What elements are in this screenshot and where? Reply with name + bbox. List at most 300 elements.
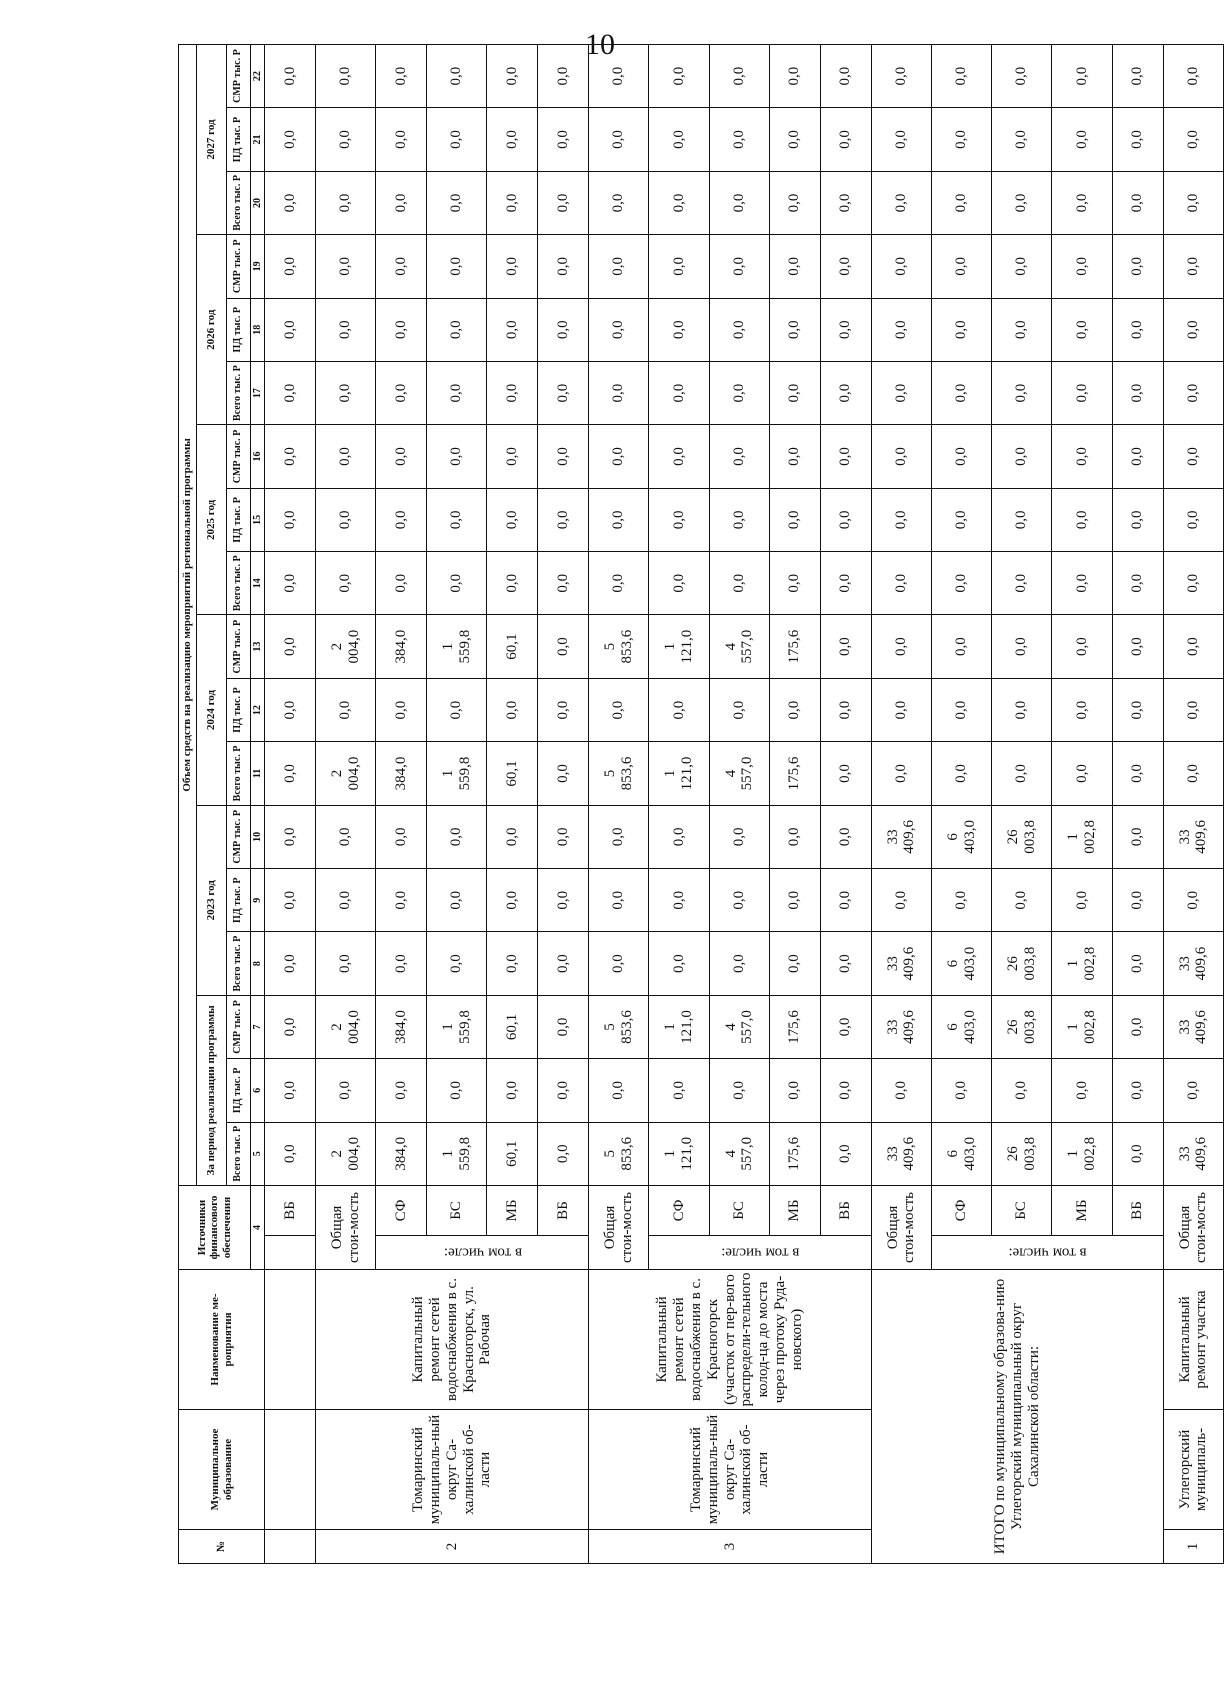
value-cell: 0,0 — [932, 425, 992, 488]
value-cell: 0,0 — [265, 1122, 316, 1185]
value-cell: 0,0 — [487, 298, 538, 361]
value-cell: 384,0 — [376, 615, 427, 678]
value-cell: 0,0 — [376, 488, 427, 551]
header-volume: Объем средств на реализацию мероприятий региональной программы — [179, 44, 197, 1185]
header-period: За период реализации программы — [197, 995, 227, 1185]
value-cell: 6 403,0 — [932, 932, 992, 995]
value-cell: 0,0 — [932, 552, 992, 615]
value-cell: 0,0 — [1112, 44, 1163, 108]
header-sub-label: Всего тыс. Р — [227, 742, 251, 805]
value-cell: 0,0 — [589, 488, 649, 551]
value-cell: 0,0 — [1163, 742, 1223, 805]
value-cell: 33 409,6 — [1163, 1122, 1223, 1185]
column-number: 16 — [251, 425, 265, 488]
value-cell: 1 559,8 — [427, 615, 487, 678]
value-cell: 1 121,0 — [649, 615, 709, 678]
value-cell: 0,0 — [1052, 615, 1112, 678]
value-cell: 0,0 — [538, 1122, 589, 1185]
value-cell: 0,0 — [487, 678, 538, 741]
value-cell: 0,0 — [871, 488, 931, 551]
rotated-table-container — [178, 44, 1224, 1564]
value-cell: 0,0 — [1163, 488, 1223, 551]
value-cell: 0,0 — [487, 108, 538, 171]
column-number: 21 — [251, 108, 265, 171]
value-cell: 0,0 — [487, 361, 538, 424]
header-year-2027: 2027 год — [197, 44, 227, 234]
value-cell: 0,0 — [265, 108, 316, 171]
header-sub-label: ПД тыс. Р — [227, 678, 251, 741]
header-sub-label: ПД тыс. Р — [227, 488, 251, 551]
budget-table — [178, 44, 1224, 1564]
value-cell: 0,0 — [1112, 678, 1163, 741]
value-cell: 0,0 — [589, 108, 649, 171]
value-cell: 0,0 — [265, 678, 316, 741]
column-number: 12 — [251, 678, 265, 741]
value-cell: 0,0 — [820, 805, 871, 868]
value-cell: 0,0 — [1112, 552, 1163, 615]
value-cell: 0,0 — [820, 742, 871, 805]
header-source: Источники финансового обеспечения — [179, 1185, 251, 1269]
value-cell: 0,0 — [538, 488, 589, 551]
value-cell: 0,0 — [820, 108, 871, 171]
value-cell: 0,0 — [649, 1059, 709, 1122]
value-cell: 0,0 — [820, 995, 871, 1058]
value-cell: 0,0 — [1112, 615, 1163, 678]
value-cell: 6 403,0 — [932, 805, 992, 868]
value-cell: 0,0 — [769, 1059, 820, 1122]
value-cell: 33 409,6 — [1163, 995, 1223, 1058]
value-cell: 0,0 — [427, 869, 487, 932]
value-cell: 0,0 — [538, 108, 589, 171]
value-cell: 0,0 — [427, 425, 487, 488]
value-cell: 0,0 — [487, 44, 538, 108]
value-cell: 0,0 — [538, 235, 589, 298]
source-cell: МБ — [487, 1185, 538, 1235]
source-cell: БС — [709, 1185, 769, 1235]
value-cell: 0,0 — [589, 805, 649, 868]
value-cell: 0,0 — [932, 171, 992, 234]
header-sub-label: СМР тыс. Р — [227, 425, 251, 488]
value-cell: 0,0 — [649, 805, 709, 868]
column-number: 14 — [251, 552, 265, 615]
header-sub-label: Всего тыс. Р — [227, 361, 251, 424]
value-cell: 0,0 — [589, 298, 649, 361]
value-cell: 0,0 — [769, 488, 820, 551]
value-cell: 0,0 — [589, 235, 649, 298]
value-cell: 0,0 — [1112, 869, 1163, 932]
value-cell: 0,0 — [1112, 995, 1163, 1058]
value-cell: 0,0 — [1112, 171, 1163, 234]
value-cell: 0,0 — [871, 425, 931, 488]
value-cell: 0,0 — [589, 932, 649, 995]
value-cell: 0,0 — [709, 361, 769, 424]
value-cell: 0,0 — [265, 488, 316, 551]
value-cell: 0,0 — [992, 1059, 1052, 1122]
value-cell: 33 409,6 — [871, 995, 931, 1058]
value-cell: 0,0 — [992, 615, 1052, 678]
column-number: 22 — [251, 44, 265, 108]
blank-cell — [265, 1270, 316, 1410]
value-cell: 0,0 — [376, 171, 427, 234]
value-cell: 0,0 — [709, 552, 769, 615]
value-cell: 0,0 — [871, 171, 931, 234]
measure-cell: Капитальный ремонт участка — [1163, 1270, 1223, 1410]
value-cell: 384,0 — [376, 995, 427, 1058]
value-cell: 1 559,8 — [427, 995, 487, 1058]
value-cell: 0,0 — [769, 235, 820, 298]
value-cell: 0,0 — [1112, 235, 1163, 298]
header-year-2023: 2023 год — [197, 805, 227, 995]
value-cell: 1 559,8 — [427, 742, 487, 805]
source-cell: БС — [992, 1185, 1052, 1235]
value-cell: 0,0 — [589, 44, 649, 108]
value-cell: 0,0 — [538, 615, 589, 678]
value-cell: 175,6 — [769, 742, 820, 805]
value-cell: 384,0 — [376, 1122, 427, 1185]
value-cell: 0,0 — [1163, 235, 1223, 298]
value-cell: 0,0 — [1163, 678, 1223, 741]
column-number: 4 — [251, 1185, 265, 1269]
value-cell: 0,0 — [1052, 108, 1112, 171]
in-that-label: в том числе: — [932, 1236, 1164, 1270]
value-cell: 33 409,6 — [871, 932, 931, 995]
value-cell: 0,0 — [820, 869, 871, 932]
value-cell: 0,0 — [709, 1059, 769, 1122]
value-cell: 0,0 — [427, 44, 487, 108]
measure-cell: Капитальный ремонт сетей водоснабжения в с. Красногорск (участок от пер-вого распредели-тельного колод-ца до моста через протоку Руда-новского) — [589, 1270, 872, 1410]
column-number: 6 — [251, 1059, 265, 1122]
value-cell: 4 557,0 — [709, 1122, 769, 1185]
header-no: № — [179, 1530, 265, 1564]
value-cell: 0,0 — [932, 488, 992, 551]
value-cell: 0,0 — [1163, 44, 1223, 108]
value-cell: 0,0 — [649, 108, 709, 171]
value-cell: 0,0 — [376, 932, 427, 995]
source-cell: БС — [427, 1185, 487, 1235]
value-cell: 0,0 — [709, 805, 769, 868]
value-cell: 0,0 — [1163, 298, 1223, 361]
value-cell: 2 004,0 — [315, 1122, 375, 1185]
value-cell: 0,0 — [376, 108, 427, 171]
header-municipality: Муниципальное образование — [179, 1410, 265, 1530]
value-cell: 0,0 — [487, 235, 538, 298]
value-cell: 0,0 — [315, 488, 375, 551]
page-number: 10 — [585, 28, 615, 61]
value-cell: 0,0 — [649, 678, 709, 741]
value-cell: 384,0 — [376, 742, 427, 805]
value-cell: 0,0 — [709, 298, 769, 361]
header-sub-label: СМР тыс. Р — [227, 44, 251, 108]
value-cell: 0,0 — [315, 678, 375, 741]
value-cell: 0,0 — [487, 425, 538, 488]
row-number: 3 — [589, 1530, 872, 1564]
source-cell: СФ — [376, 1185, 427, 1235]
value-cell: 60,1 — [487, 1122, 538, 1185]
value-cell: 0,0 — [1163, 171, 1223, 234]
value-cell: 0,0 — [1112, 742, 1163, 805]
value-cell: 0,0 — [1052, 678, 1112, 741]
value-cell: 0,0 — [769, 425, 820, 488]
value-cell: 0,0 — [376, 552, 427, 615]
municipality-cell: Томаринский муниципаль-ный округ Са-халинской об-ласти — [315, 1410, 588, 1530]
value-cell: 0,0 — [487, 552, 538, 615]
value-cell: 0,0 — [820, 44, 871, 108]
row-number: 2 — [315, 1530, 588, 1564]
header-sub-label: ПД тыс. Р — [227, 108, 251, 171]
header-sub-label: СМР тыс. Р — [227, 615, 251, 678]
value-cell: 6 403,0 — [932, 1122, 992, 1185]
value-cell: 0,0 — [265, 805, 316, 868]
value-cell: 0,0 — [376, 44, 427, 108]
value-cell: 0,0 — [1163, 108, 1223, 171]
value-cell: 0,0 — [1112, 932, 1163, 995]
value-cell: 0,0 — [649, 44, 709, 108]
value-cell: 0,0 — [427, 552, 487, 615]
value-cell: 0,0 — [589, 869, 649, 932]
value-cell: 0,0 — [1052, 869, 1112, 932]
value-cell: 26 003,8 — [992, 995, 1052, 1058]
value-cell: 0,0 — [769, 932, 820, 995]
value-cell: 0,0 — [1052, 552, 1112, 615]
value-cell: 0,0 — [1163, 552, 1223, 615]
value-cell: 0,0 — [1052, 235, 1112, 298]
value-cell: 1 121,0 — [649, 742, 709, 805]
value-cell: 0,0 — [315, 805, 375, 868]
value-cell: 0,0 — [315, 44, 375, 108]
blank-cell — [265, 1410, 316, 1530]
value-cell: 0,0 — [265, 869, 316, 932]
value-cell: 0,0 — [871, 361, 931, 424]
column-number: 17 — [251, 361, 265, 424]
value-cell: 0,0 — [871, 1059, 931, 1122]
value-cell: 0,0 — [992, 552, 1052, 615]
source-cell: ВБ — [538, 1185, 589, 1235]
header-sub-label: СМР тыс. Р — [227, 995, 251, 1058]
value-cell: 5 853,6 — [589, 742, 649, 805]
value-cell: 0,0 — [315, 1059, 375, 1122]
value-cell: 0,0 — [709, 425, 769, 488]
value-cell: 26 003,8 — [992, 1122, 1052, 1185]
value-cell: 1 002,8 — [1052, 1122, 1112, 1185]
value-cell: 0,0 — [932, 742, 992, 805]
value-cell: 0,0 — [1112, 805, 1163, 868]
value-cell: 0,0 — [932, 869, 992, 932]
value-cell: 0,0 — [709, 488, 769, 551]
value-cell: 0,0 — [315, 869, 375, 932]
value-cell: 0,0 — [992, 298, 1052, 361]
measure-cell: Капитальный ремонт сетей водоснабжения в с. Красногорск, ул. Рабочая — [315, 1270, 588, 1410]
value-cell: 0,0 — [487, 171, 538, 234]
source-cell: МБ — [769, 1185, 820, 1235]
value-cell: 0,0 — [1112, 361, 1163, 424]
value-cell: 2 004,0 — [315, 995, 375, 1058]
value-cell: 0,0 — [265, 44, 316, 108]
value-cell: 0,0 — [487, 805, 538, 868]
value-cell: 0,0 — [871, 235, 931, 298]
source-cell: МБ — [1052, 1185, 1112, 1235]
value-cell: 0,0 — [315, 298, 375, 361]
value-cell: 0,0 — [1163, 615, 1223, 678]
value-cell: 0,0 — [315, 361, 375, 424]
value-cell: 0,0 — [427, 361, 487, 424]
header-sub-label: СМР тыс. Р — [227, 805, 251, 868]
value-cell: 5 853,6 — [589, 615, 649, 678]
value-cell: 0,0 — [820, 1122, 871, 1185]
value-cell: 0,0 — [871, 615, 931, 678]
header-year-2026: 2026 год — [197, 235, 227, 425]
value-cell: 0,0 — [265, 742, 316, 805]
value-cell: 0,0 — [1052, 1059, 1112, 1122]
value-cell: 0,0 — [871, 44, 931, 108]
value-cell: 0,0 — [538, 932, 589, 995]
value-cell: 0,0 — [427, 678, 487, 741]
source-cell: СФ — [932, 1185, 992, 1235]
column-number: 19 — [251, 235, 265, 298]
value-cell: 175,6 — [769, 1122, 820, 1185]
source-cell: СФ — [649, 1185, 709, 1235]
value-cell: 0,0 — [1163, 1059, 1223, 1122]
value-cell: 0,0 — [427, 805, 487, 868]
value-cell: 0,0 — [265, 615, 316, 678]
value-cell: 0,0 — [427, 235, 487, 298]
value-cell: 0,0 — [649, 235, 709, 298]
value-cell: 0,0 — [649, 298, 709, 361]
value-cell: 0,0 — [820, 235, 871, 298]
value-cell: 0,0 — [820, 361, 871, 424]
value-cell: 0,0 — [1112, 108, 1163, 171]
value-cell: 0,0 — [769, 361, 820, 424]
source-cell: Общая стои-мость — [871, 1185, 931, 1269]
value-cell: 0,0 — [538, 995, 589, 1058]
value-cell: 1 002,8 — [1052, 805, 1112, 868]
value-cell: 0,0 — [589, 361, 649, 424]
value-cell: 33 409,6 — [1163, 932, 1223, 995]
value-cell: 33 409,6 — [871, 805, 931, 868]
value-cell: 175,6 — [769, 995, 820, 1058]
header-sub-label: ПД тыс. Р — [227, 1059, 251, 1122]
value-cell: 0,0 — [538, 678, 589, 741]
value-cell: 0,0 — [1112, 298, 1163, 361]
value-cell: 0,0 — [992, 44, 1052, 108]
value-cell: 0,0 — [769, 171, 820, 234]
value-cell: 0,0 — [709, 932, 769, 995]
value-cell: 60,1 — [487, 742, 538, 805]
value-cell: 0,0 — [871, 678, 931, 741]
value-cell: 0,0 — [769, 44, 820, 108]
source-cell: Общая стои-мость — [589, 1185, 649, 1269]
value-cell: 0,0 — [992, 425, 1052, 488]
value-cell: 4 557,0 — [709, 615, 769, 678]
value-cell: 0,0 — [709, 678, 769, 741]
value-cell: 0,0 — [932, 298, 992, 361]
value-cell: 0,0 — [487, 932, 538, 995]
column-number: 15 — [251, 488, 265, 551]
value-cell: 0,0 — [538, 1059, 589, 1122]
value-cell: 0,0 — [769, 869, 820, 932]
value-cell: 0,0 — [709, 44, 769, 108]
value-cell: 33 409,6 — [871, 1122, 931, 1185]
value-cell: 0,0 — [709, 171, 769, 234]
value-cell: 0,0 — [427, 488, 487, 551]
value-cell: 0,0 — [649, 552, 709, 615]
value-cell: 0,0 — [992, 869, 1052, 932]
value-cell: 5 853,6 — [589, 1122, 649, 1185]
value-cell: 1 002,8 — [1052, 932, 1112, 995]
value-cell: 0,0 — [538, 425, 589, 488]
value-cell: 0,0 — [538, 742, 589, 805]
value-cell: 0,0 — [265, 361, 316, 424]
header-measure: Наименование ме-роприятия — [179, 1270, 265, 1410]
value-cell: 0,0 — [932, 1059, 992, 1122]
value-cell: 0,0 — [376, 298, 427, 361]
value-cell: 0,0 — [932, 108, 992, 171]
in-that-label: в том числе: — [376, 1236, 589, 1270]
value-cell: 0,0 — [589, 678, 649, 741]
value-cell: 0,0 — [538, 552, 589, 615]
value-cell: 4 557,0 — [709, 995, 769, 1058]
value-cell: 0,0 — [820, 932, 871, 995]
source-cell: Общая стои-мость — [1163, 1185, 1223, 1269]
value-cell: 0,0 — [649, 932, 709, 995]
value-cell: 0,0 — [932, 235, 992, 298]
total-label: ИТОГО по муниципальному образова-нию Углегорский муниципальный округ Сахалинской области: — [871, 1270, 1163, 1564]
value-cell: 5 853,6 — [589, 995, 649, 1058]
blank-cell — [265, 1530, 316, 1564]
value-cell: 0,0 — [1112, 425, 1163, 488]
value-cell: 0,0 — [1052, 171, 1112, 234]
value-cell: 0,0 — [538, 361, 589, 424]
value-cell: 0,0 — [589, 552, 649, 615]
value-cell: 0,0 — [932, 44, 992, 108]
value-cell: 0,0 — [487, 1059, 538, 1122]
value-cell: 0,0 — [820, 678, 871, 741]
value-cell: 0,0 — [871, 298, 931, 361]
column-number: 5 — [251, 1122, 265, 1185]
value-cell: 0,0 — [649, 361, 709, 424]
column-number: 20 — [251, 171, 265, 234]
value-cell: 0,0 — [871, 742, 931, 805]
value-cell: 0,0 — [1052, 488, 1112, 551]
row-number: 1 — [1163, 1530, 1223, 1564]
value-cell: 0,0 — [376, 235, 427, 298]
value-cell: 0,0 — [820, 171, 871, 234]
value-cell: 0,0 — [820, 298, 871, 361]
value-cell: 0,0 — [1052, 298, 1112, 361]
value-cell: 0,0 — [820, 1059, 871, 1122]
value-cell: 0,0 — [649, 488, 709, 551]
value-cell: 0,0 — [315, 171, 375, 234]
value-cell: 0,0 — [1112, 1122, 1163, 1185]
value-cell: 0,0 — [315, 932, 375, 995]
value-cell: 0,0 — [932, 615, 992, 678]
header-year-2024: 2024 год — [197, 615, 227, 805]
value-cell: 0,0 — [871, 108, 931, 171]
column-number: 11 — [251, 742, 265, 805]
value-cell: 0,0 — [769, 298, 820, 361]
value-cell: 0,0 — [376, 361, 427, 424]
header-year-2025: 2025 год — [197, 425, 227, 615]
value-cell: 0,0 — [1052, 425, 1112, 488]
header-sub-label: Всего тыс. Р — [227, 552, 251, 615]
value-cell: 0,0 — [820, 425, 871, 488]
value-cell: 1 121,0 — [649, 995, 709, 1058]
value-cell: 0,0 — [1163, 869, 1223, 932]
value-cell: 2 004,0 — [315, 615, 375, 678]
value-cell: 0,0 — [871, 552, 931, 615]
value-cell: 0,0 — [376, 1059, 427, 1122]
value-cell: 0,0 — [871, 869, 931, 932]
value-cell: 1 559,8 — [427, 1122, 487, 1185]
